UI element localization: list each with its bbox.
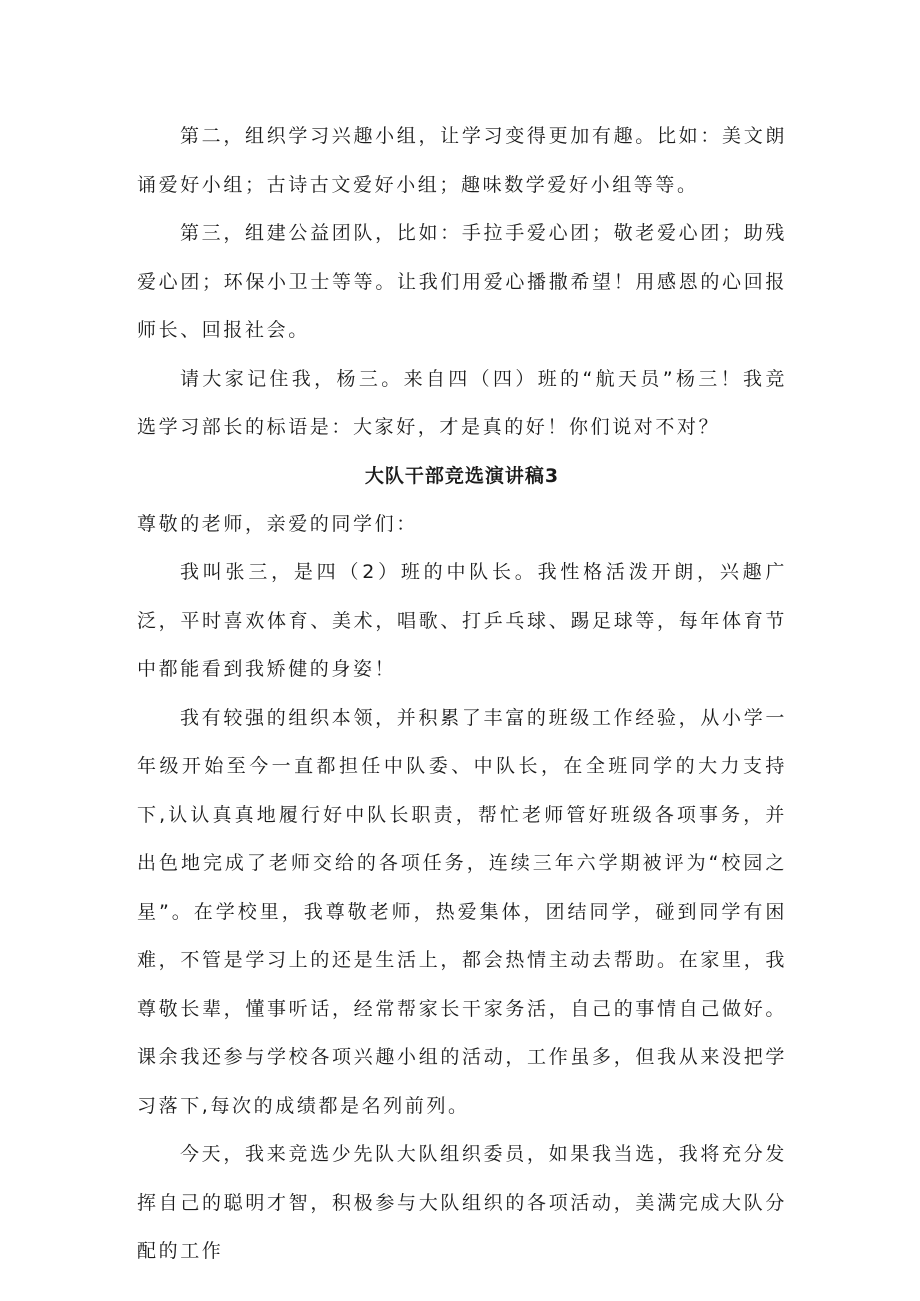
salutation: 尊敬的老师，亲爱的同学们： xyxy=(137,512,418,535)
paragraph-campaign-goal: 今天，我来竞选少先队大队组织委员，如果我当选，我将充分发挥自己的聪明才智，积极参与大队组织的各项活动，美满完成大队分配的工作 xyxy=(137,1143,787,1262)
document-body xyxy=(137,112,787,1276)
paragraph-public-welfare-teams: 第三，组建公益团队，比如：手拉手爱心团；敬老爱心团；助残爱心团；环保小卫士等等。让我们用爱心播撒希望！用感恩的心回报师长、回报社会。 xyxy=(137,222,787,341)
section-title: 大队干部竞选演讲稿3 xyxy=(364,464,560,487)
paragraph-experience: 我有较强的组织本领，并积累了丰富的班级工作经验，从小学一年级开始至今一直都担任中队委、中队长，在全班同学的大力支持下,认认真真地履行好中队长职责，帮忙老师管好班级各项事务，并出色地完成了老师交给的各项任务，连续三年六学期被评为“校园之星”。在学校里，我尊敬老师，热爱集体，团结同学，碰到同学有困难，不管是学习上的还是生活上，都会热情主动去帮助。在家里，我尊敬长辈，懂事听话，经常帮家长干家务活，自己的事情自己做好。课余我还参与学校各项兴趣小组的活动，工作虽多，但我从来没把学习落下,每次的成绩都是名列前列。 xyxy=(137,706,787,1117)
paragraph-closing-slogan: 请大家记住我，杨三。来自四（四）班的“航天员”杨三！我竞选学习部长的标语是：大家好，才是真的好！你们说对不对？ xyxy=(137,367,787,438)
paragraph-interest-groups: 第二，组织学习兴趣小组，让学习变得更加有趣。比如：美文朗诵爱好小组；古诗古文爱好小组；趣味数学爱好小组等等。 xyxy=(137,125,787,196)
paragraph-self-introduction: 我叫张三，是四（2）班的中队长。我性格活泼开朗，兴趣广泛，平时喜欢体育、美术，唱歌、打乒乓球、踢足球等，每年体育节中都能看到我矫健的身姿！ xyxy=(137,561,787,680)
